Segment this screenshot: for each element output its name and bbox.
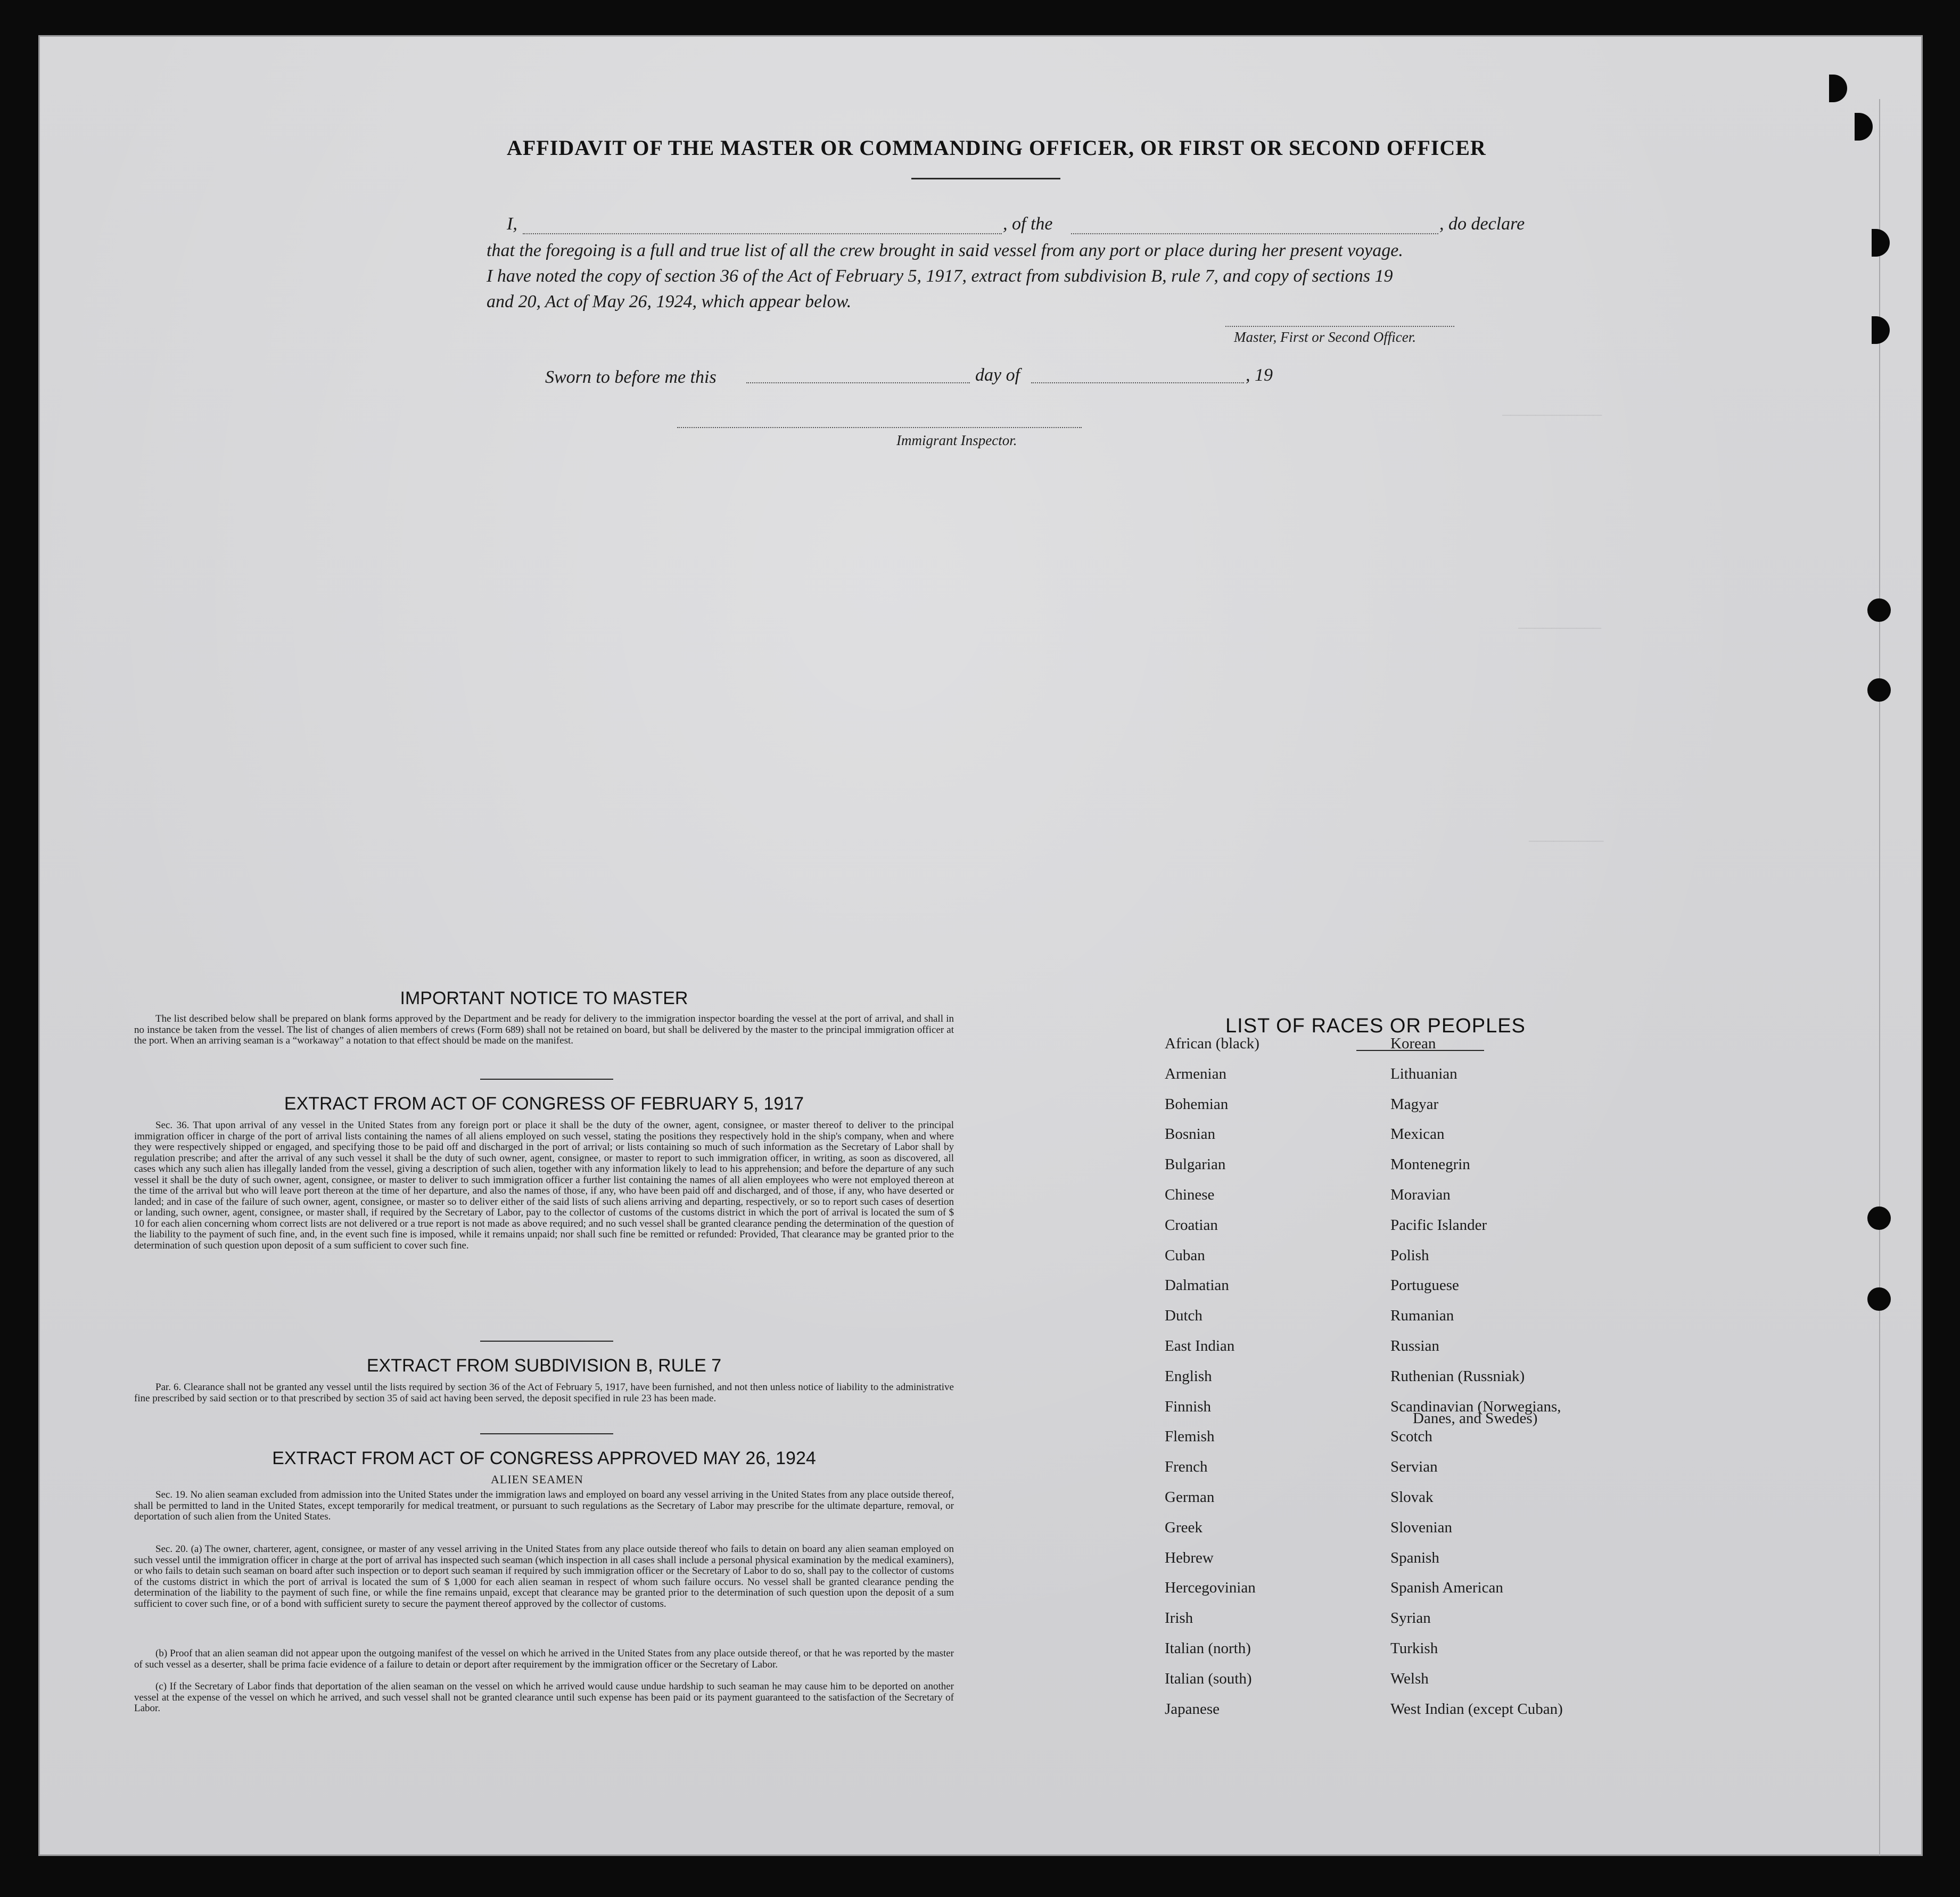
affidavit-of-the: , of the [1003, 214, 1053, 234]
page-edge [1879, 99, 1912, 1856]
race-item: Magyar [1390, 1095, 1439, 1113]
race-item: Pacific Islander [1390, 1216, 1487, 1234]
race-item: Lithuanian [1390, 1065, 1457, 1082]
race-item: Irish [1165, 1609, 1193, 1627]
affidavit-line-4: and 20, Act of May 26, 1924, which appear below. [487, 292, 852, 311]
race-item: Portuguese [1390, 1277, 1459, 1294]
sec-20b-text: (b) Proof that an alien seaman did not appear upon the outgoing manifest of the vessel on which he arrived in the United States from any place outside thereof, or that he was reported by the master of such vessel as a deserter, shall be prima facie evidence of a failure to detain or deport after requirement by the immigration officer or the Secretary of Labor. [134, 1648, 954, 1670]
extract-1917-title: EXTRACT FROM ACT OF CONGRESS OF FEBRUARY 5, 1917 [284, 1094, 804, 1114]
notice-title: IMPORTANT NOTICE TO MASTER [400, 988, 688, 1008]
extract-1924-title: EXTRACT FROM ACT OF CONGRESS APPROVED MAY 26, 1924 [272, 1448, 816, 1468]
race-item: Flemish [1165, 1428, 1215, 1446]
race-item: English [1165, 1367, 1212, 1385]
name-line[interactable] [523, 233, 1002, 234]
affidavit-line-3: I have noted the copy of section 36 of the Act of February 5, 1917, extract from subdivision B, rule 7, and copy of sections 19 [487, 266, 1393, 286]
race-item: Chinese [1165, 1186, 1215, 1203]
race-item: Armenian [1165, 1065, 1226, 1082]
race-item: Ruthenian (Russniak) [1390, 1367, 1525, 1385]
race-item: East Indian [1165, 1337, 1235, 1354]
year-prefix: , 19 [1246, 365, 1273, 385]
races-right-column [1390, 1035, 1563, 1730]
race-item: Scandinavian (Norwegians, [1390, 1398, 1561, 1415]
race-item: Russian [1390, 1337, 1439, 1354]
race-item: Italian (north) [1165, 1639, 1251, 1657]
race-item: Greek [1165, 1518, 1203, 1536]
race-item: Hebrew [1165, 1549, 1214, 1566]
extract-rule7-title: EXTRACT FROM SUBDIVISION B, RULE 7 [366, 1356, 722, 1376]
vessel-line[interactable] [1071, 233, 1438, 234]
document-page: ──────────── ────────── ───────── AFFIDAVIT OF THE MASTER OR COMMANDING OFFICER, OR FIRST OR SECOND OFFICER I, , of the , do declare that the foregoing is a full and true list of all the crew brought in said vessel from any port or place during her present voyage. I have noted the copy of section 36 of the Act of February 5, 1917, extract from subdivision B, rule 7, and copy of sections 19 and 20, Act of May 26, 1924, which appear below. Master, First or Second Officer. Sworn to before me this day of , 19 Immigrant Inspector. IMPORTANT NOTICE TO MASTER The list described below shall be prepared on blank forms approved by the Department and be ready for delivery to the immigration inspector boarding the vessel at the port of arrival, and shall in no instance be taken from the vessel. The list of changes of alien members of crews (Form 689) shall not be retained on board, but shall be delivered by the master to the principal immigration officer at the port. When an arriving seaman is a “workaway” a notation to that effect should be made on the manifest. EXTRACT FROM ACT OF CONGRESS OF FEBRUARY 5, 1917 Sec. 36. That upon arrival of any vessel in the United States from any foreign port or place it shall be the duty of the owner, agent, consignee, or master thereof to deliver to the principal immigration officer in charge of the port of arrival lists containing the names of all aliens employed on such vessel, stating the positions they respectively hold in the ship's company, when and where they were respectively shipped or engaged, and specifying those to be paid off and discharged in the port of arrival; or lists containing so much of such information as the Secretary of Labor shall by regulation prescribe; and after the arrival of any such vessel it shall be the duty of such owner, agent, consignee, or master to report to such immigration officer, in writing, as soon as discovered, all cases which any such alien has illegally landed from the vessel, giving a description of such alien, together with any information likely to lead to his apprehension; and before the departure of any such vessel it shall be the duty of such owner, agent, consignee, or master to deliver to such immigration officer a further list containing the names of all alien employees who were not employed thereon at the time of the arrival but who will leave port thereon at the time of her departure, and also the names of those, if any, who have been paid off and discharged, and of those, if any, who have deserted or landed; and in case of the failure of such owner, agent, consignee, or master so to deliver either of the said lists of such aliens arriving and departing, respectively, or so to report such cases of desertion or landing, such owner, agent, consignee, or master shall, if required by the Secretary of Labor, pay to the collector of customs of the customs district in which the port of arrival is located the sum of $ 10 for each alien concerning whom correct lists are not delivered or a true report is not made as above required; and no such vessel shall be granted clearance pending the determination of the question of the liability to the payment of such fine, and, in the event such fine is imposed, while it remains unpaid; nor shall such fine be remitted or refunded: Provided, That clearance may be granted prior to the determination of such question upon deposit of a sum sufficient to cover such fine. EXTRACT FROM SUBDIVISION B, RULE 7 Par. 6. Clearance shall not be granted any vessel until the lists required by section 36 of the Act of February 5, 1917, have been furnished, and not then unless notice of liability to the administrative fine prescribed by said section or to that prescribed by section 35 of said act having been served, the deposit specified in rule 23 has been made. EXTRACT FROM ACT OF CONGRESS APPROVED MAY 26, 1924 ALIEN SEAMEN Sec. 19. No alien seaman excluded from admission into the United States under the immigration laws and employed on board any vessel arriving in the United States from any place outside thereof, shall be permitted to land in the United States, except temporarily for medical treatment, or pursuant to such regulations as the Secretary of Labor may prescribe for the ultimate departure, removal, or deportation of such alien from the United States. Sec. 20. (a) The owner, charterer, agent, consignee, or master of any vessel arriving in the United States from any place outside thereof who fails to detain on board any alien seaman employed on such vessel until the immigration officer in charge at the port of arrival has inspected such seaman (which inspection in all cases shall include a personal physical examination by the medical examiners), or who fails to detain such seaman on board after such inspection or to deport such seaman if required by such immigration officer or the Secretary of Labor to do so, shall pay to the collector of customs of the customs district in which the port of arrival is located the sum of $ 1,000 for each alien seaman in respect of whom such failure occurs. No vessel shall be granted clearance pending the determination of the liability to the payment of such fine, or while the fine remains unpaid, except that clearance may be granted prior to the determination of such question upon the deposit of a sum sufficient to cover such fine, or of a bond with sufficient surety to secure the payment thereof approved by the collector of customs. (b) Proof that an alien seaman did not appear upon the outgoing manifest of the vessel on which he arrived in the United States from any place outside thereof, or that he was reported by the master of such vessel as a deserter, shall be prima facie evidence of a failure to detain or deport after requirement by the immigration officer or the Secretary of Labor. (c) If the Secretary of Labor finds that deportation of the alien seaman on the vessel on which he arrived would cause undue hardship to such seaman he may cause him to be deported on another vessel at the expense of the vessel on which he arrived, and such vessel shall not be granted clearance until such expense has been paid or its payment guaranteed to the satisfaction of the Secretary of Labor. LIST OF RACES OR PEOPLES African (black) Armenian Bohemian Bosnian Bulgarian Chinese Croatian Cuban Dalmatian Dutch East Indian English Finnish Flemish French German Greek Hebrew Hercegovinian Irish Italian (north) Italian (south) Japanese Korean Lithuanian Magyar Mexican Montenegrin Moravian Pacific Islander Polish Portuguese Rumanian Russian Ruthenian (Russniak) Scandinavian (Norwegians, Scotch Servian Slovak Slovenian Spanish Spanish American Syrian Turkish Welsh West Indian (except Cuban) Danes, and Swedes) [38, 35, 1923, 1856]
divider [480, 1433, 613, 1434]
race-item: Spanish [1390, 1549, 1439, 1566]
sec-20c-text: (c) If the Secretary of Labor finds that deportation of the alien seaman on the vessel on which he arrived would cause undue hardship to such seaman he may cause him to be deported on another vessel at the expense of the vessel on which he arrived, and such vessel shall not be granted clearance until such expense has been paid or its payment guaranteed to the satisfaction of the Secretary of Labor. [134, 1681, 954, 1714]
race-item: Spanish American [1390, 1579, 1503, 1597]
race-item: Slovenian [1390, 1518, 1452, 1536]
divider [480, 1079, 613, 1080]
sworn-day-line[interactable] [746, 382, 970, 383]
race-item: Finnish [1165, 1398, 1212, 1415]
race-item: German [1165, 1488, 1215, 1506]
race-item: Hercegovinian [1165, 1579, 1256, 1597]
sworn-month-line[interactable] [1031, 382, 1244, 383]
divider [480, 1341, 613, 1342]
race-item: Cuban [1165, 1246, 1205, 1264]
race-item: French [1165, 1458, 1208, 1476]
sec-19-text: Sec. 19. No alien seaman excluded from admission into the United States under the immigration laws and employed on board any vessel arriving in the United States from any place outside thereof, shall be permitted to land in the United States, except temporarily for medical treatment, or pursuant to such regulations as the Secretary of Labor may prescribe for the ultimate departure, removal, or deportation of such alien from the United States. [134, 1489, 954, 1522]
race-item: Montenegrin [1390, 1156, 1470, 1173]
master-signature-label: Master, First or Second Officer. [1234, 329, 1416, 345]
title-rule [911, 178, 1060, 179]
races-title: LIST OF RACES OR PEOPLES [1225, 1015, 1526, 1037]
race-item: African (black) [1165, 1035, 1259, 1052]
race-item: Mexican [1390, 1126, 1445, 1143]
affidavit-i-label: I, [507, 214, 517, 234]
race-item: Slovak [1390, 1488, 1434, 1506]
race-item: West Indian (except Cuban) [1390, 1700, 1563, 1718]
binder-hole [1867, 598, 1891, 622]
race-item: Croatian [1165, 1216, 1218, 1234]
alien-seamen-subtitle: ALIEN SEAMEN [491, 1473, 583, 1486]
scandinavian-continuation: Danes, and Swedes) [1413, 1410, 1538, 1427]
sworn-label: Sworn to before me this [545, 367, 717, 387]
affidavit-line-2: that the foregoing is a full and true list of all the crew brought in said vessel from any port or place during her present voyage. [487, 241, 1403, 260]
affidavit-do-declare: , do declare [1439, 214, 1525, 234]
binder-hole [1867, 1287, 1891, 1311]
inspector-signature-label: Immigrant Inspector. [896, 432, 1017, 448]
extract-1917-text: Sec. 36. That upon arrival of any vessel in the United States from any foreign port or place it shall be the duty of the owner, agent, consignee, or master thereof to deliver to the principal immigration officer in charge of the port of arrival lists containing the names of all aliens employed on such vessel, stating the positions they respectively hold in the ship's company, when and where they were respectively shipped or engaged, and specifying those to be paid off and discharged in the port of arrival; or lists containing so much of such information as the Secretary of Labor shall by regulation prescribe; and after the arrival of any such vessel it shall be the duty of such owner, agent, consignee, or master to report to such immigration officer, in writing, as soon as discovered, all cases which any such alien has illegally landed from the vessel, giving a description of such alien, together with any information likely to lead to his apprehension; and before the departure of any such vessel it shall be the duty of such owner, agent, consignee, or master to deliver to such immigration officer a further list containing the names of all alien employees who were not employed thereon at the time of the arrival but who will leave port thereon at the time of her departure, and also the names of those, if any, who have been paid off and discharged, and of those, if any, who have deserted or landed; and in case of the failure of such owner, agent, consignee, or master so to deliver either of the said lists of such aliens arriving and departing, respectively, or so to report such cases of desertion or landing, such owner, agent, consignee, or master shall, if required by the Secretary of Labor, pay to the collector of customs of the customs district in which the port of arrival is located the sum of $ 10 for each alien concerning whom correct lists are not delivered or a true report is not made as above required; and no such vessel shall be granted clearance pending the determination of the question of the liability to the payment of such fine, and, in the event such fine is imposed, while it remains unpaid; nor shall such fine be remitted or refunded: Provided, That clearance may be granted prior to the determination of such question upon deposit of a sum sufficient to cover such fine. [134, 1120, 954, 1251]
race-item: Rumanian [1390, 1307, 1454, 1325]
race-item: Dutch [1165, 1307, 1203, 1325]
race-item: Polish [1390, 1246, 1429, 1264]
binder-hole [1855, 113, 1873, 141]
sec-20a-text: Sec. 20. (a) The owner, charterer, agent, consignee, or master of any vessel arriving in the United States from any place outside thereof who fails to detain on board any alien seaman employed on such vessel until the immigration officer in charge at the port of arrival has inspected such seaman (which inspection in all cases shall include a personal physical examination by the medical examiners), or who fails to detain such seaman on board after such inspection or to deport such seaman if required by such immigration officer or the Secretary of Labor to do so, shall pay to the collector of customs of the customs district in which the port of arrival is located the sum of $ 1,000 for each alien seaman in respect of whom such failure occurs. No vessel shall be granted clearance pending the determination of the liability to the payment of such fine, or while the fine remains unpaid, except that clearance may be granted prior to the determination of such question upon the deposit of a sum sufficient to cover such fine, or of a bond with sufficient surety to secure the payment thereof approved by the collector of customs. [134, 1543, 954, 1609]
races-left-column [1165, 1035, 1259, 1730]
race-item: Moravian [1390, 1186, 1451, 1203]
race-item: Welsh [1390, 1670, 1429, 1687]
race-item: Dalmatian [1165, 1277, 1229, 1294]
affidavit-title: AFFIDAVIT OF THE MASTER OR COMMANDING OFFICER, OR FIRST OR SECOND OFFICER [507, 136, 1486, 160]
race-item: Italian (south) [1165, 1670, 1252, 1687]
race-item: Bosnian [1165, 1126, 1216, 1143]
master-signature-line[interactable] [1225, 326, 1454, 327]
extract-rule7-text: Par. 6. Clearance shall not be granted any vessel until the lists required by section 36 of the Act of February 5, 1917, have been furnished, and not then unless notice of liability to the administrative fine prescribed by said section or to that prescribed by section 35 of said act having been served, the deposit specified in rule 23 has been made. [134, 1382, 954, 1404]
race-item: Bohemian [1165, 1095, 1229, 1113]
race-item: Japanese [1165, 1700, 1220, 1718]
day-of-label: day of [975, 365, 1020, 385]
race-item: Korean [1390, 1035, 1436, 1052]
binder-hole [1867, 678, 1891, 702]
inspector-signature-line[interactable] [677, 427, 1082, 428]
race-item: Syrian [1390, 1609, 1431, 1627]
binder-hole [1829, 75, 1847, 102]
race-item: Turkish [1390, 1639, 1438, 1657]
race-item: Scotch [1390, 1428, 1432, 1446]
notice-text: The list described below shall be prepared on blank forms approved by the Department and be ready for delivery to the immigration inspector boarding the vessel at the port of arrival, and shall in no instance be taken from the vessel. The list of changes of alien members of crews (Form 689) shall not be retained on board, but shall be delivered by the master to the principal immigration officer at the port. When an arriving seaman is a “workaway” a notation to that effect should be made on the manifest. [134, 1013, 954, 1046]
race-item: Bulgarian [1165, 1156, 1226, 1173]
race-item: Servian [1390, 1458, 1438, 1476]
binder-hole [1867, 1206, 1891, 1230]
